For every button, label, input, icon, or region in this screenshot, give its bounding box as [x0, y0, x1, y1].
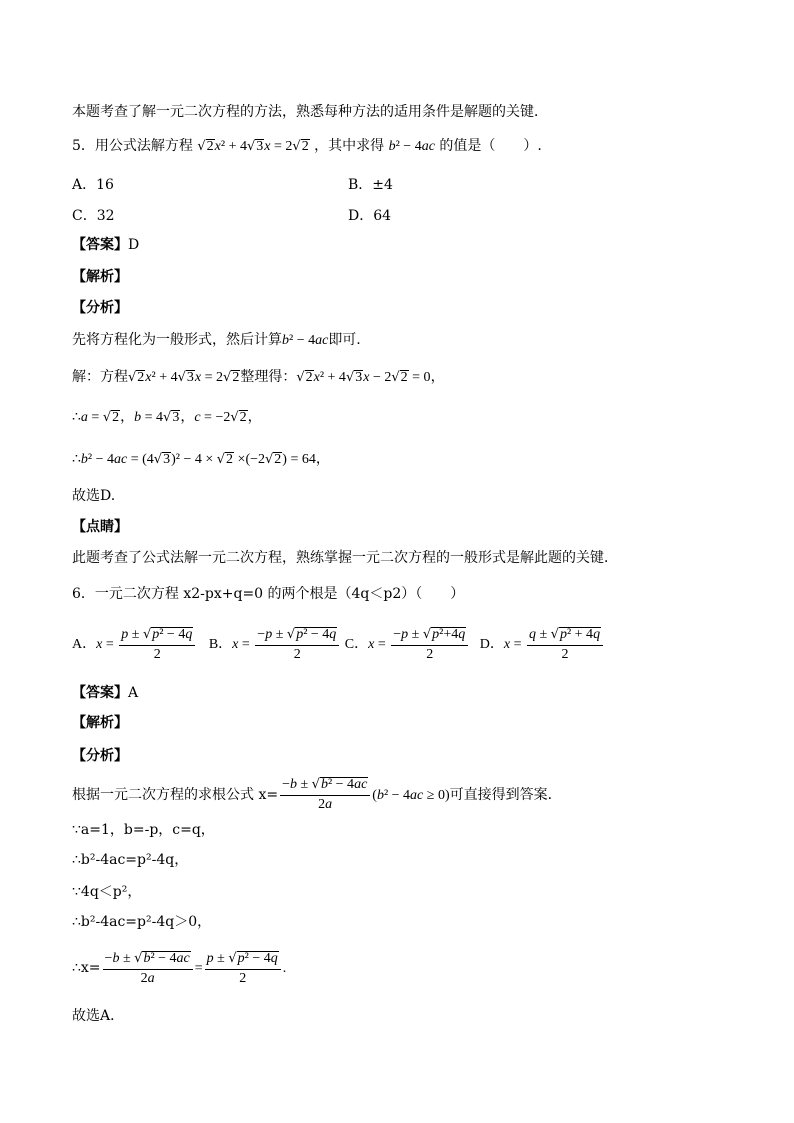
q5-discriminant-expr: b² − 4ac — [388, 139, 435, 154]
q5-dianjing-tag: 【点睛】 — [72, 519, 128, 535]
q5-option-c[interactable] — [72, 205, 115, 225]
q5-analysis — [72, 330, 361, 351]
option-value: ±4 — [372, 177, 393, 193]
answer-tag: 【答案】 — [72, 685, 128, 701]
q6-stem: 6．一元二次方程 x2-px+q=0 的两个根是（4q＜p2）（ ） — [72, 586, 465, 602]
q6-step-1: ∵a=1，b=-p，c=q， — [72, 822, 215, 838]
q5-stem — [72, 136, 542, 157]
q5-conclusion: 故选D. — [72, 488, 116, 504]
q6-options — [72, 626, 605, 664]
option-value: 32 — [96, 208, 115, 224]
q5-analysis-text-b: 即可. — [328, 332, 361, 348]
q5-general-form: √2x² + 4√3x − 2√2 = 0 — [296, 370, 431, 385]
q5-equation: √2x² + 4√3x = 2√2 — [197, 139, 309, 154]
q5-jiexi-tag: 【解析】 — [72, 269, 128, 285]
q5-fenxi-tag: 【分析】 — [72, 300, 128, 316]
q5-option-d[interactable] — [348, 205, 391, 225]
option-letter: A． — [72, 177, 97, 193]
q6-fenxi-tag: 【分析】 — [72, 748, 128, 764]
option-value: 16 — [96, 177, 114, 193]
discriminant-condition: (b² − 4ac ≥ 0) — [372, 788, 450, 803]
answer-tag: 【答案】 — [72, 237, 128, 253]
q6-option-c[interactable]: C．x = $\frac{\text{−p ± √p²+4q}}{2}$ — [345, 637, 470, 652]
quadratic-formula: $\frac{\text{−b ± √b² − 4ac}}{2a}$ — [280, 776, 370, 814]
q5-solution-text-a: 解：方程 — [72, 369, 128, 385]
answer-value: D — [128, 237, 140, 253]
q5-coefficients: ∴a = √2，b = 4√3，c = −2√2， — [72, 410, 262, 425]
answer-value: A — [128, 685, 139, 701]
q5-lead: 5．用公式法解方程 — [72, 138, 193, 154]
option-letter: D． — [479, 637, 504, 653]
q5-tail-a: ，其中求得 — [314, 138, 385, 154]
option-letter: B． — [348, 177, 373, 193]
q6-option-d[interactable]: D．x = $\frac{\text{q ± √p² + 4q}}{2}$ — [480, 637, 605, 652]
q6-analysis-text-a: 根据一元二次方程的求根公式 x= — [72, 787, 279, 803]
q6-step-4: ∴b²-4ac=p²-4q＞0， — [72, 914, 212, 930]
q5-solution-text-b: 整理得： — [240, 369, 297, 385]
q6-step5-prefix: ∴x= — [72, 960, 101, 977]
q6-analysis-text-b: 可直接得到答案． — [449, 787, 562, 803]
option-letter: B． — [208, 637, 233, 653]
q5-analysis-expr: b² − 4ac — [282, 333, 329, 348]
q5-option-a[interactable] — [72, 174, 114, 194]
option-letter: D． — [348, 208, 374, 224]
q5-solution-line1 — [72, 367, 445, 388]
q6-step-3: ∵4q＜p²， — [72, 884, 142, 900]
q6-final-formula: $\frac{\text{−b ± √b² − 4ac}}{2a}$ = $\frac{\text{p ± √p² − 4q}}{2}$ . — [104, 951, 287, 986]
q6-step-2: ∴b²-4ac=p²-4q， — [72, 852, 189, 868]
q5-tail-b: 的值是（ ）. — [439, 138, 542, 154]
q5-solution-equation: √2x² + 4√3x = 2√2 — [128, 370, 240, 385]
option-letter: C． — [344, 637, 369, 653]
option-letter: A． — [72, 637, 97, 653]
q6-option-b[interactable]: B．x = $\frac{\text{−p ± √p² − 4q}}{2}$ — [209, 637, 341, 652]
q5-option-b[interactable] — [348, 174, 393, 194]
q6-answer — [72, 683, 138, 703]
q5-solution-text-c: ， — [430, 369, 445, 385]
option-letter: C． — [72, 208, 97, 224]
intro-text: 本题考查了解一元二次方程的方法，熟悉每种方法的适用条件是解题的关键． — [72, 104, 548, 120]
q6-analysis — [72, 776, 562, 814]
q6-jiexi-tag: 【解析】 — [72, 715, 128, 731]
q6-option-a[interactable]: A．x = $\frac{\text{p ± √p² − 4q}}{2}$ — [72, 637, 197, 652]
q6-step-5 — [72, 950, 286, 988]
option-value: 64 — [373, 208, 392, 224]
q5-discriminant-calc: ∴b² − 4ac = (4√3)² − 4 × √2 ×(−2√2) = 64， — [72, 452, 330, 467]
q6-conclusion: 故选A． — [72, 1008, 125, 1024]
q5-answer — [72, 235, 139, 255]
q5-comment: 此题考查了公式法解一元二次方程，熟练掌握一元二次方程的一般形式是解此题的关键． — [72, 550, 618, 566]
q5-analysis-text-a: 先将方程化为一般形式，然后计算 — [72, 332, 282, 348]
